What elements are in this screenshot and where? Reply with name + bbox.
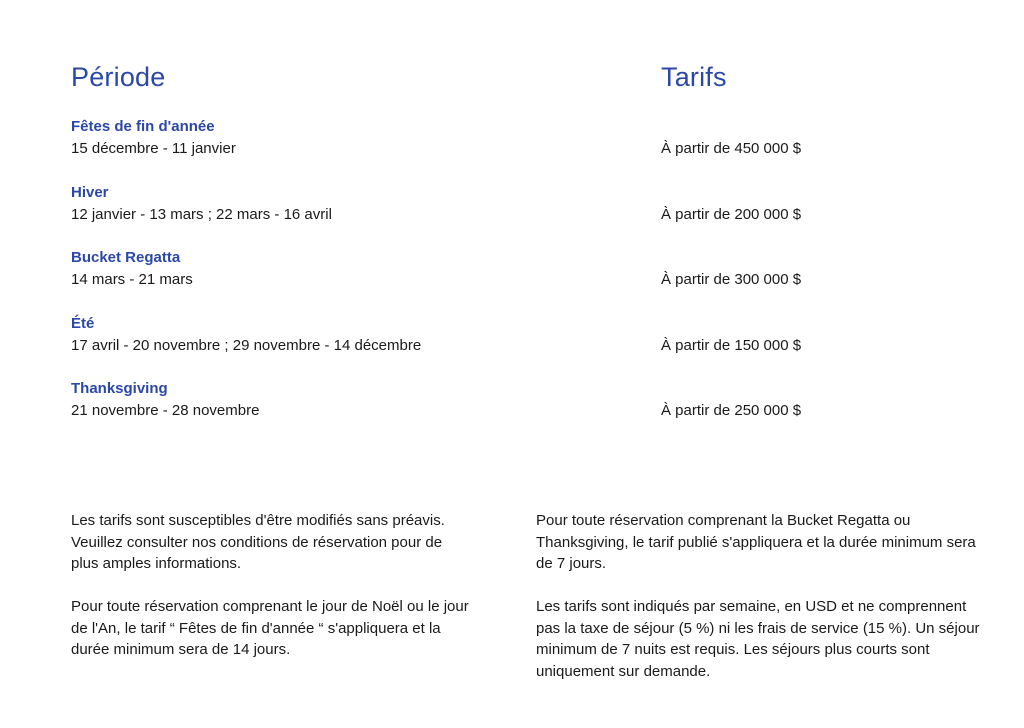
- notes-right-column: [536, 510, 986, 704]
- season-row: [0, 315, 1024, 381]
- season-row: [0, 380, 1024, 446]
- season-row: [0, 249, 1024, 315]
- notes-left-column: [71, 510, 471, 682]
- note-paragraph: Les tarifs sont indiqués par semaine, en USD et ne comprennent pas la taxe de séjour (5 %) ni les frais de service (15 %). Un séjour minimum de 7 nuits est requis. Les séjours plus courts sont uniquement sur demande.: [536, 598, 980, 680]
- period-heading: Période: [71, 62, 166, 92]
- season-name: Été: [71, 314, 95, 332]
- season-dates: 21 novembre - 28 novembre: [71, 402, 260, 420]
- season-row: [0, 184, 1024, 250]
- season-dates: 15 décembre - 11 janvier: [71, 140, 236, 157]
- note-paragraph: Les tarifs sont susceptibles d'être modifiés sans préavis. Veuillez consulter nos conditions de réservation pour de plus amples informations.: [71, 512, 445, 572]
- season-name: Thanksgiving: [71, 380, 168, 398]
- season-dates: 14 mars - 21 mars: [71, 271, 193, 289]
- season-dates: 17 avril - 20 novembre ; 29 novembre - 14 décembre: [71, 336, 422, 354]
- season-row: [0, 118, 1024, 184]
- season-price: À partir de 300 000 $: [661, 271, 802, 289]
- note-paragraph: Pour toute réservation comprenant la Bucket Regatta ou Thanksgiving, le tarif publié s'appliquera et la durée minimum sera de 7 jours.: [536, 512, 976, 572]
- season-name: Fêtes de fin d'année: [71, 118, 215, 135]
- season-rate-list: [0, 118, 1024, 446]
- season-price: À partir de 200 000 $: [661, 205, 802, 223]
- season-name: Bucket Regatta: [71, 249, 181, 267]
- season-price: À partir de 450 000 $: [661, 140, 802, 157]
- note-paragraph: Pour toute réservation comprenant le jour de Noël ou le jour de l'An, le tarif “ Fêtes de fin d'année “ s'appliquera et la durée minimum sera de 14 jours.: [71, 598, 469, 658]
- season-price: À partir de 150 000 $: [661, 336, 802, 354]
- season-name: Hiver: [71, 183, 109, 201]
- rates-heading: Tarifs: [661, 62, 727, 92]
- season-dates: 12 janvier - 13 mars ; 22 mars - 16 avril: [71, 205, 332, 223]
- season-price: À partir de 250 000 $: [661, 402, 802, 420]
